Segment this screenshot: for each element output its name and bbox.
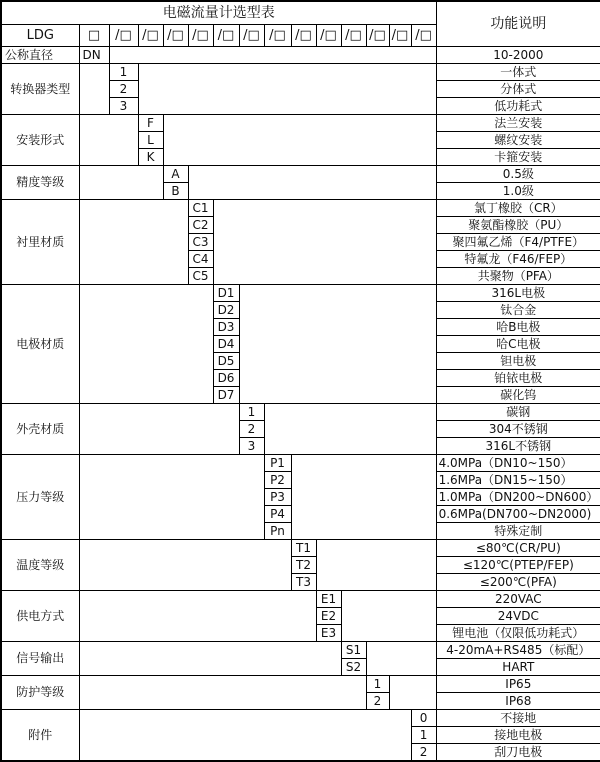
code-cell: D2	[213, 302, 239, 319]
category-cell: 精度等级	[1, 166, 79, 200]
category-cell: 转换器类型	[1, 64, 79, 115]
code-cell: D4	[213, 336, 239, 353]
spacer-cell	[79, 710, 411, 762]
code-cell: K	[138, 149, 163, 166]
code-cell: 2	[411, 744, 436, 762]
description-cell: 哈C电极	[436, 336, 600, 353]
model-slot-cell: /□	[188, 25, 213, 47]
model-slot-cell: /□	[213, 25, 239, 47]
code-cell: D7	[213, 387, 239, 404]
code-cell: Pn	[264, 523, 291, 540]
spacer-cell	[264, 404, 436, 455]
code-cell: 3	[239, 438, 264, 455]
description-cell: 碳化钨	[436, 387, 600, 404]
description-cell: 螺纹安装	[436, 132, 600, 149]
category-cell: 防护等级	[1, 676, 79, 710]
code-cell: P1	[264, 455, 291, 472]
description-cell: 特氟龙（F46/FEP）	[436, 251, 600, 268]
code-cell: 2	[366, 693, 389, 710]
description-cell: 1.0级	[436, 183, 600, 200]
description-cell: 哈B电极	[436, 319, 600, 336]
category-cell: 电极材质	[1, 285, 79, 404]
description-cell: 氯丁橡胶（CR）	[436, 200, 600, 217]
spacer-cell	[79, 404, 239, 455]
category-cell: 压力等级	[1, 455, 79, 540]
category-cell: 衬里材质	[1, 200, 79, 285]
model-slot-cell: /□	[389, 25, 411, 47]
description-cell: IP68	[436, 693, 600, 710]
description-cell: 316L不锈钢	[436, 438, 600, 455]
spacer-cell	[79, 64, 109, 115]
code-cell: 0	[411, 710, 436, 727]
category-cell: 公称直径	[1, 47, 79, 64]
model-slot-cell: /□	[341, 25, 366, 47]
code-cell: S2	[341, 659, 366, 676]
description-cell: 0.5级	[436, 166, 600, 183]
spacer-cell	[341, 591, 436, 642]
description-cell: 接地电极	[436, 727, 600, 744]
description-cell: 1.0MPa（DN200~DN600）	[436, 489, 600, 506]
model-prefix-cell: LDG	[1, 25, 79, 47]
model-slot-cell: /□	[291, 25, 316, 47]
description-cell: 钛合金	[436, 302, 600, 319]
description-cell: 一体式	[436, 64, 600, 81]
model-slot-cell: /□	[366, 25, 389, 47]
code-cell: T1	[291, 540, 316, 557]
spacer-cell	[239, 285, 436, 404]
code-cell: D3	[213, 319, 239, 336]
model-slot-cell: /□	[109, 25, 138, 47]
category-cell: 信号输出	[1, 642, 79, 676]
description-cell: 卡箍安装	[436, 149, 600, 166]
spacer-cell	[163, 115, 436, 166]
model-slot-cell: /□	[239, 25, 264, 47]
code-cell: D6	[213, 370, 239, 387]
description-cell: 聚氨酯橡胶（PU）	[436, 217, 600, 234]
description-cell: 刮刀电极	[436, 744, 600, 762]
code-cell: E2	[316, 608, 341, 625]
model-slot-cell: /□	[138, 25, 163, 47]
category-cell: 安装形式	[1, 115, 79, 166]
model-slot-cell: /□	[264, 25, 291, 47]
description-cell: 共聚物（PFA）	[436, 268, 600, 285]
code-cell: DN	[79, 47, 109, 64]
spacer-cell	[79, 676, 366, 710]
description-cell: 24VDC	[436, 608, 600, 625]
description-cell: 铂铱电极	[436, 370, 600, 387]
description-cell: 不接地	[436, 710, 600, 727]
code-cell: C5	[188, 268, 213, 285]
description-cell: 4.0MPa（DN10~150）	[436, 455, 600, 472]
code-cell: D1	[213, 285, 239, 302]
spacer-cell	[79, 115, 138, 166]
code-cell: 1	[109, 64, 138, 81]
spacer-cell	[291, 455, 436, 540]
spacer-cell	[109, 47, 436, 64]
code-cell: F	[138, 115, 163, 132]
code-cell: 2	[239, 421, 264, 438]
code-cell: S1	[341, 642, 366, 659]
description-cell: 聚四氟乙烯（F4/PTFE）	[436, 234, 600, 251]
model-slot-cell: /□	[316, 25, 341, 47]
spacer-cell	[79, 166, 163, 200]
table-title: 电磁流量计选型表	[1, 1, 436, 25]
code-cell: T2	[291, 557, 316, 574]
spacer-cell	[79, 591, 316, 642]
code-cell: C4	[188, 251, 213, 268]
spacer-cell	[79, 200, 188, 285]
description-cell: 304不锈钢	[436, 421, 600, 438]
spacer-cell	[79, 455, 264, 540]
code-cell: D5	[213, 353, 239, 370]
description-cell: 特殊定制	[436, 523, 600, 540]
description-cell: 锂电池（仅限低功耗式）	[436, 625, 600, 642]
code-cell: 1	[366, 676, 389, 693]
category-cell: 外壳材质	[1, 404, 79, 455]
model-slot-cell: /□	[163, 25, 188, 47]
description-cell: 1.6MPa（DN15~150）	[436, 472, 600, 489]
description-cell: 分体式	[436, 81, 600, 98]
spacer-cell	[79, 285, 213, 404]
spacer-cell	[366, 642, 436, 676]
category-cell: 附件	[1, 710, 79, 762]
code-cell: A	[163, 166, 188, 183]
spacer-cell	[389, 676, 436, 710]
code-cell: P4	[264, 506, 291, 523]
code-cell: L	[138, 132, 163, 149]
code-cell: E1	[316, 591, 341, 608]
description-cell: HART	[436, 659, 600, 676]
code-cell: C2	[188, 217, 213, 234]
model-box-cell: □	[79, 25, 109, 47]
description-cell: ≤200℃(PFA)	[436, 574, 600, 591]
code-cell: B	[163, 183, 188, 200]
description-cell: 法兰安装	[436, 115, 600, 132]
description-cell: ≤80℃(CR/PU)	[436, 540, 600, 557]
description-cell: 碳钢	[436, 404, 600, 421]
description-cell: 4-20mA+RS485（标配）	[436, 642, 600, 659]
code-cell: 1	[411, 727, 436, 744]
model-slot-cell: /□	[411, 25, 436, 47]
code-cell: 2	[109, 81, 138, 98]
spacer-cell	[138, 64, 436, 115]
category-cell: 温度等级	[1, 540, 79, 591]
spacer-cell	[316, 540, 436, 591]
spacer-cell	[79, 540, 291, 591]
spacer-cell	[213, 200, 436, 285]
description-cell: 钽电极	[436, 353, 600, 370]
code-cell: C3	[188, 234, 213, 251]
spacer-cell	[188, 166, 436, 200]
description-cell: IP65	[436, 676, 600, 693]
description-cell: 低功耗式	[436, 98, 600, 115]
code-cell: C1	[188, 200, 213, 217]
description-cell: 316L电极	[436, 285, 600, 302]
spacer-cell	[79, 642, 341, 676]
code-cell: P3	[264, 489, 291, 506]
code-cell: 1	[239, 404, 264, 421]
description-cell: 10-2000	[436, 47, 600, 64]
code-cell: T3	[291, 574, 316, 591]
code-cell: P2	[264, 472, 291, 489]
code-cell: 3	[109, 98, 138, 115]
description-cell: 0.6MPa(DN700~DN2000)	[436, 506, 600, 523]
description-cell: 220VAC	[436, 591, 600, 608]
code-cell: E3	[316, 625, 341, 642]
category-cell: 供电方式	[1, 591, 79, 642]
description-cell: ≤120℃(PTEP/FEP)	[436, 557, 600, 574]
function-description-header: 功能说明	[436, 1, 600, 47]
